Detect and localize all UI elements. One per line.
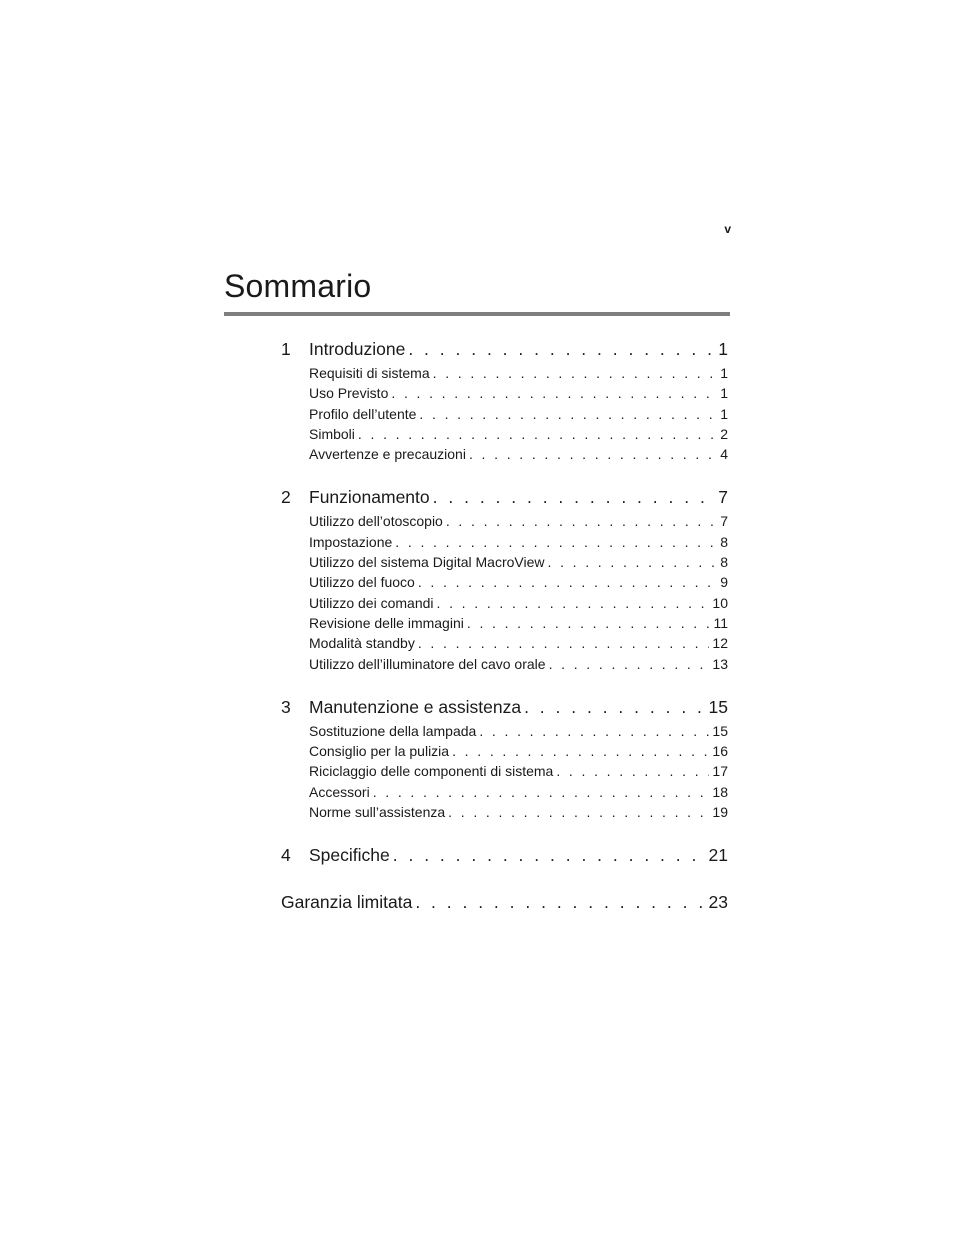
chapter-page-number: 1 xyxy=(718,339,728,359)
section-title: Modalità standby xyxy=(309,635,415,652)
toc-chapter-entry[interactable] xyxy=(281,888,728,916)
chapter-page-number: 15 xyxy=(708,696,728,717)
dot-leader xyxy=(418,633,710,653)
section-page-number: 4 xyxy=(720,446,728,463)
toc-chapter xyxy=(281,335,728,464)
chapter-title: Funzionamento xyxy=(309,487,430,508)
dot-leader xyxy=(446,511,717,531)
toc-section-entry[interactable] xyxy=(281,424,728,444)
toc-chapter-entry[interactable] xyxy=(281,335,728,363)
dot-leader xyxy=(433,483,716,511)
section-page-number: 1 xyxy=(720,405,728,422)
section-page-number: 11 xyxy=(713,614,728,631)
section-title: Consiglio per la pulizia xyxy=(309,743,450,760)
section-page-number: 18 xyxy=(712,783,728,800)
section-page-number: 13 xyxy=(712,655,728,672)
dot-leader xyxy=(415,888,705,916)
toc-section-entry[interactable] xyxy=(281,552,728,572)
chapter-number: 2 xyxy=(281,487,291,508)
toc-section-entry[interactable] xyxy=(281,593,728,613)
chapter-number: 3 xyxy=(281,696,291,717)
dot-leader xyxy=(556,761,709,781)
toc-section-entry[interactable] xyxy=(281,572,728,592)
chapter-title: Garanzia limitata xyxy=(281,892,413,913)
toc-section-entry[interactable] xyxy=(281,633,728,653)
dot-leader xyxy=(547,552,717,572)
section-page-number: 12 xyxy=(712,635,728,652)
dot-leader xyxy=(433,363,718,383)
section-title: Riciclaggio delle componenti di sistema xyxy=(309,763,554,780)
dot-leader xyxy=(393,841,706,869)
section-page-number: 8 xyxy=(720,533,728,550)
section-page-number: 10 xyxy=(712,594,728,611)
chapter-number: 1 xyxy=(281,339,291,359)
toc-section-entry[interactable] xyxy=(281,404,728,424)
dot-leader xyxy=(395,532,717,552)
chapter-title: Manutenzione e assistenza xyxy=(309,696,522,717)
section-page-number: 17 xyxy=(712,763,728,780)
section-page-number: 7 xyxy=(720,513,728,530)
toc-section-entry[interactable] xyxy=(281,654,728,674)
section-title: Revisione delle immagini xyxy=(309,614,464,631)
section-title: Requisiti di sistema xyxy=(309,365,430,381)
section-title: Accessori xyxy=(309,783,370,800)
section-page-number: 9 xyxy=(720,574,728,591)
dot-leader xyxy=(418,572,717,592)
toc-section-entry[interactable] xyxy=(281,363,728,383)
section-page-number: 19 xyxy=(712,804,728,821)
dot-leader xyxy=(479,721,709,741)
section-title: Simboli xyxy=(309,425,355,442)
section-page-number: 16 xyxy=(712,743,728,760)
dot-leader xyxy=(467,613,711,633)
section-title: Profilo dell’utente xyxy=(309,405,417,422)
chapter-page-number: 7 xyxy=(718,487,728,508)
section-page-number: 15 xyxy=(712,722,728,739)
toc-section-entry[interactable] xyxy=(281,802,728,822)
toc-section-entry[interactable] xyxy=(281,511,728,531)
dot-leader xyxy=(549,654,710,674)
section-title: Utilizzo dell’otoscopio xyxy=(309,513,443,530)
toc-chapter-entry[interactable] xyxy=(281,483,728,511)
dot-leader xyxy=(524,693,705,721)
title-rule xyxy=(224,312,730,316)
toc-chapter xyxy=(281,841,728,869)
dot-leader xyxy=(391,383,717,403)
toc-section-entry[interactable] xyxy=(281,444,728,464)
section-title: Utilizzo del sistema Digital MacroView xyxy=(309,554,545,571)
section-page-number: 1 xyxy=(720,385,728,402)
toc-chapter xyxy=(281,693,728,822)
toc-section-entry[interactable] xyxy=(281,741,728,761)
chapter-number: 4 xyxy=(281,845,291,866)
toc-chapter-entry[interactable] xyxy=(281,693,728,721)
toc-section-entry[interactable] xyxy=(281,613,728,633)
toc-chapter xyxy=(281,483,728,673)
dot-leader xyxy=(437,593,710,613)
toc-chapter xyxy=(281,888,728,916)
section-title: Uso Previsto xyxy=(309,385,389,402)
dot-leader xyxy=(448,802,709,822)
section-title: Utilizzo del fuoco xyxy=(309,574,415,591)
toc-section-entry[interactable] xyxy=(281,721,728,741)
dot-leader xyxy=(408,335,715,363)
section-title: Utilizzo dell’illuminatore del cavo orale xyxy=(309,655,546,672)
dot-leader xyxy=(452,741,709,761)
toc-section-entry[interactable] xyxy=(281,782,728,802)
table-of-contents xyxy=(281,335,728,935)
section-title: Avvertenze e precauzioni xyxy=(309,446,466,463)
section-page-number: 1 xyxy=(720,365,728,381)
page-title: Sommario xyxy=(224,268,372,304)
dot-leader xyxy=(469,444,717,464)
section-title: Sostituzione della lampada xyxy=(309,722,477,739)
section-title: Norme sull’assistenza xyxy=(309,804,446,821)
section-page-number: 2 xyxy=(720,425,728,442)
chapter-title: Introduzione xyxy=(309,339,406,359)
dot-leader xyxy=(373,782,710,802)
dot-leader xyxy=(419,404,717,424)
toc-section-entry[interactable] xyxy=(281,761,728,781)
page-number: v xyxy=(724,222,731,236)
toc-chapter-entry[interactable] xyxy=(281,841,728,869)
chapter-title: Specifiche xyxy=(309,845,390,866)
dot-leader xyxy=(358,424,717,444)
chapter-page-number: 23 xyxy=(708,892,728,913)
section-title: Utilizzo dei comandi xyxy=(309,594,434,611)
section-title: Impostazione xyxy=(309,533,393,550)
section-page-number: 8 xyxy=(720,554,728,571)
toc-section-entry[interactable] xyxy=(281,532,728,552)
toc-section-entry[interactable] xyxy=(281,383,728,403)
chapter-page-number: 21 xyxy=(708,845,728,866)
